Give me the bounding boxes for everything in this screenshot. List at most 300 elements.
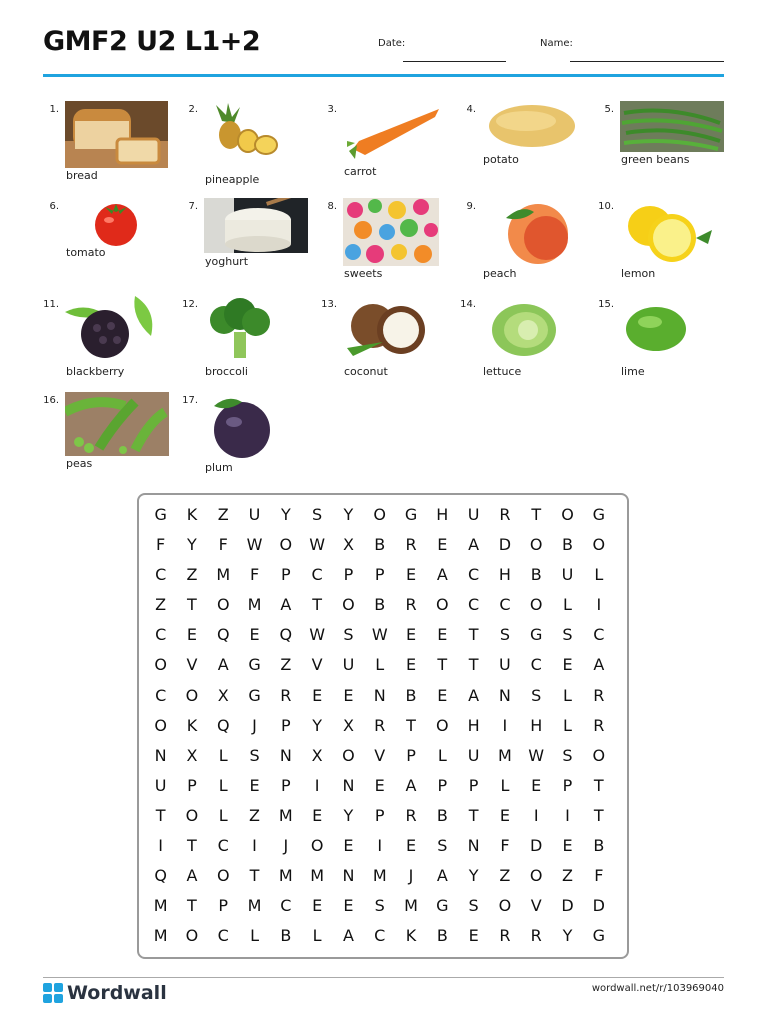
grid-letter[interactable]: P	[562, 775, 573, 795]
grid-letter[interactable]: R	[405, 805, 417, 825]
wordwall-logo-icon	[43, 983, 63, 1003]
grid-letter[interactable]: C	[155, 625, 167, 645]
item-number: 13.	[321, 299, 337, 310]
sweets-icon	[343, 198, 439, 266]
item-number: 15.	[598, 299, 614, 310]
grid-letter[interactable]: R	[405, 535, 417, 555]
grid-letter[interactable]: R	[499, 505, 511, 524]
grid-letter[interactable]: S	[531, 685, 542, 705]
grid-letter[interactable]: P	[374, 565, 385, 585]
item-label: coconut	[344, 365, 388, 378]
grid-letter[interactable]: C	[468, 565, 480, 585]
grid-letter[interactable]: R	[593, 685, 605, 705]
grid-letter[interactable]: E	[562, 836, 573, 856]
page-title: GMF2 U2 L1+2	[43, 26, 261, 57]
item-number: 4.	[466, 104, 476, 115]
grid-letter[interactable]: C	[155, 565, 167, 585]
lemon-icon	[620, 198, 720, 266]
grid-letter[interactable]: T	[187, 595, 197, 615]
carrot-icon	[343, 101, 443, 161]
grid-letter[interactable]: O	[185, 926, 199, 946]
grid-letter[interactable]: E	[405, 565, 417, 585]
grid-letter[interactable]: C	[374, 926, 386, 946]
grid-letter[interactable]: L	[594, 565, 604, 585]
grid-letter[interactable]: S	[374, 896, 385, 916]
grid-letter[interactable]: Y	[468, 866, 479, 886]
grid-letter[interactable]: C	[499, 595, 511, 615]
grid-letter[interactable]: K	[186, 715, 198, 735]
grid-letter[interactable]: V	[374, 745, 386, 765]
grid-letter[interactable]: O	[373, 505, 387, 524]
item-number: 5.	[604, 104, 614, 115]
grid-letter[interactable]: E	[562, 655, 573, 675]
grid-letter[interactable]: F	[594, 866, 604, 886]
grid-letter[interactable]: C	[593, 625, 605, 645]
item-lettuce	[462, 296, 597, 386]
grid-letter[interactable]: L	[375, 655, 385, 675]
grid-letter[interactable]: P	[281, 565, 291, 585]
grid-letter[interactable]: E	[343, 836, 354, 856]
item-number: 9.	[466, 201, 476, 212]
grid-letter[interactable]: L	[218, 745, 228, 765]
grid-letter[interactable]: M	[247, 896, 262, 916]
grid-letter[interactable]: W	[371, 625, 388, 645]
grid-letter[interactable]: F	[500, 836, 510, 856]
grid-letter[interactable]: C	[468, 595, 480, 615]
pineapple-icon	[204, 101, 284, 167]
grid-letter[interactable]: W	[528, 745, 545, 765]
grid-letter[interactable]: N	[342, 775, 355, 795]
grid-letter[interactable]: N	[467, 836, 480, 856]
grid-letter[interactable]: J	[252, 715, 257, 735]
grid-letter[interactable]: C	[530, 655, 542, 675]
grid-letter[interactable]: A	[436, 866, 448, 886]
grid-letter[interactable]: N	[498, 685, 511, 705]
grid-letter[interactable]: E	[405, 625, 417, 645]
grid-letter[interactable]: O	[216, 866, 230, 886]
grid-letter[interactable]: S	[468, 896, 479, 916]
grid-letter[interactable]: O	[154, 655, 167, 675]
item-number: 7.	[188, 201, 198, 212]
grid-letter[interactable]: A	[468, 535, 480, 555]
header-divider	[43, 74, 724, 77]
item-number: 16.	[43, 395, 59, 406]
grid-letter[interactable]: R	[405, 595, 417, 615]
grid-letter[interactable]: A	[280, 595, 292, 615]
grid-letter[interactable]: B	[530, 565, 542, 585]
grid-letter[interactable]: E	[312, 685, 323, 705]
grid-letter[interactable]: A	[342, 926, 354, 946]
grid-letter[interactable]: E	[374, 775, 385, 795]
item-label: plum	[205, 461, 233, 474]
grid-letter[interactable]: P	[187, 775, 197, 795]
grid-letter[interactable]: B	[436, 805, 448, 825]
grid-letter[interactable]: G	[248, 655, 261, 675]
grid-letter[interactable]: L	[563, 685, 572, 705]
footer-divider	[43, 977, 724, 978]
grid-letter[interactable]: B	[374, 595, 386, 615]
grid-letter[interactable]: X	[342, 715, 354, 735]
item-yoghurt	[184, 198, 319, 288]
item-label: lime	[621, 365, 645, 378]
item-peach	[462, 198, 597, 288]
grid-letter[interactable]: B	[562, 535, 573, 555]
grid-letter[interactable]: I	[377, 836, 383, 856]
grid-letter[interactable]: Y	[343, 505, 354, 524]
grid-letter[interactable]: M	[310, 866, 325, 886]
grid-letter[interactable]: H	[498, 565, 511, 585]
grid-letter[interactable]: N	[154, 745, 167, 765]
potato-icon	[482, 101, 577, 151]
grid-letter[interactable]: M	[153, 926, 168, 946]
item-label: potato	[483, 153, 519, 166]
grid-letter[interactable]: O	[592, 535, 606, 555]
grid-letter[interactable]: J	[283, 836, 289, 856]
grid-letter[interactable]: M	[372, 866, 387, 886]
grid-letter[interactable]: P	[406, 745, 416, 765]
grid-letter[interactable]: A	[186, 866, 198, 886]
grid-letter[interactable]: Y	[280, 505, 291, 524]
grid-letter[interactable]: W	[309, 625, 326, 645]
grid-letter[interactable]: L	[312, 926, 322, 946]
plum-icon	[204, 392, 276, 460]
grid-letter[interactable]: Z	[280, 655, 292, 675]
grid-letter[interactable]: T	[593, 775, 604, 795]
grid-letter[interactable]: X	[342, 535, 354, 555]
grid-letter[interactable]: U	[248, 505, 261, 524]
blackberry-icon	[65, 296, 160, 364]
peas-icon	[65, 392, 169, 456]
grid-letter[interactable]: O	[561, 505, 574, 524]
grid-letter[interactable]: W	[246, 535, 263, 555]
peach-icon	[482, 198, 582, 266]
grid-letter[interactable]: C	[311, 565, 323, 585]
grid-letter[interactable]: O	[185, 685, 199, 705]
item-broccoli	[184, 296, 319, 386]
grid-letter[interactable]: T	[155, 805, 166, 825]
grid-letter[interactable]: A	[217, 655, 229, 675]
grid-letter[interactable]: Z	[217, 505, 229, 524]
item-label: sweets	[344, 267, 383, 280]
grid-letter[interactable]: P	[343, 565, 354, 585]
grid-letter[interactable]: T	[593, 805, 604, 825]
grid-letter[interactable]: I	[158, 836, 163, 856]
grid-letter[interactable]: I	[596, 595, 602, 615]
item-label: pineapple	[205, 173, 260, 186]
grid-letter[interactable]: O	[436, 595, 449, 615]
grid-letter[interactable]: Q	[216, 625, 230, 645]
grid-letter[interactable]: C	[155, 685, 167, 705]
grid-letter[interactable]: L	[250, 926, 259, 946]
grid-letter[interactable]: Y	[187, 535, 197, 555]
grid-letter[interactable]: E	[531, 775, 542, 795]
tomato-icon	[65, 198, 165, 246]
item-label: peach	[483, 267, 517, 280]
item-number: 1.	[49, 104, 59, 115]
grid-letter[interactable]: F	[249, 565, 260, 585]
grid-letter[interactable]: V	[186, 655, 198, 675]
grid-letter[interactable]: M	[153, 896, 168, 916]
grid-letter[interactable]: R	[280, 685, 292, 705]
item-label: blackberry	[66, 365, 125, 378]
grid-letter[interactable]: X	[311, 745, 323, 765]
grid-letter[interactable]: U	[499, 655, 511, 675]
item-potato	[462, 101, 597, 191]
item-sweets	[323, 198, 458, 288]
grid-letter[interactable]: S	[249, 745, 260, 765]
grid-letter[interactable]: X	[217, 685, 229, 705]
grid-letter[interactable]: N	[373, 685, 386, 705]
grid-letter[interactable]: F	[218, 535, 228, 555]
grid-letter[interactable]: L	[437, 745, 447, 765]
item-number: 3.	[327, 104, 337, 115]
item-number: 6.	[49, 201, 59, 212]
item-carrot	[323, 101, 458, 191]
grid-letter[interactable]: E	[249, 775, 260, 795]
grid-letter[interactable]: H	[467, 715, 480, 735]
grid-letter[interactable]: C	[217, 836, 229, 856]
grid-letter[interactable]: L	[563, 715, 572, 735]
broccoli-icon	[204, 296, 276, 360]
grid-letter[interactable]: O	[216, 595, 230, 615]
grid-letter[interactable]: I	[314, 775, 320, 795]
coconut-icon	[343, 296, 433, 362]
grid-letter[interactable]: U	[467, 505, 480, 524]
grid-letter[interactable]: N	[279, 745, 292, 765]
grid-letter[interactable]: D	[561, 896, 574, 916]
grid-letter[interactable]: Y	[343, 805, 354, 825]
grid-letter[interactable]: Z	[499, 866, 511, 886]
grid-letter[interactable]: Y	[562, 926, 573, 946]
grid-letter[interactable]: G	[530, 625, 543, 645]
grid-letter[interactable]: K	[186, 505, 198, 524]
item-number: 10.	[598, 201, 614, 212]
grid-letter[interactable]: O	[529, 595, 543, 615]
grid-letter[interactable]: Y	[312, 715, 323, 735]
item-peas	[45, 392, 180, 482]
grid-letter[interactable]: R	[499, 926, 511, 946]
grid-letter[interactable]: M	[247, 595, 262, 615]
grid-letter[interactable]: E	[249, 625, 260, 645]
grid-letter[interactable]: O	[342, 595, 355, 615]
grid-letter[interactable]: P	[468, 775, 479, 795]
item-number: 2.	[188, 104, 198, 115]
item-lemon	[600, 198, 735, 288]
grid-letter[interactable]: U	[561, 565, 574, 585]
name-line	[570, 61, 724, 62]
item-pineapple	[184, 101, 319, 191]
grid-letter[interactable]: P	[281, 715, 291, 735]
item-number: 8.	[327, 201, 337, 212]
name-label: Name:	[540, 38, 573, 49]
grid-letter[interactable]: Z	[186, 565, 198, 585]
grid-letter[interactable]: T	[468, 655, 479, 675]
grid-letter[interactable]: A	[436, 565, 448, 585]
grid-letter[interactable]: E	[405, 655, 417, 675]
grid-letter[interactable]: G	[592, 926, 605, 946]
footer-url: wordwall.net/r/103969040	[591, 983, 724, 994]
grid-letter[interactable]: G	[154, 505, 167, 524]
item-number: 11.	[43, 299, 59, 310]
grid-letter[interactable]: Z	[249, 805, 261, 825]
grid-letter[interactable]: G	[404, 505, 418, 524]
grid-letter[interactable]: T	[187, 836, 197, 856]
grid-letter[interactable]: E	[468, 926, 479, 946]
grid-letter[interactable]: B	[374, 535, 386, 555]
item-blackberry	[45, 296, 180, 386]
grid-letter[interactable]: T	[406, 715, 416, 735]
item-label: yoghurt	[205, 255, 249, 268]
grid-letter[interactable]: I	[565, 805, 570, 825]
item-number: 17.	[182, 395, 198, 406]
item-label: lettuce	[483, 365, 522, 378]
grid-letter[interactable]: E	[343, 685, 354, 705]
date-line	[403, 61, 506, 62]
grid-letter[interactable]: O	[498, 896, 512, 916]
grid-letter[interactable]: P	[218, 896, 229, 916]
grid-letter[interactable]: M	[278, 805, 293, 825]
grid-letter[interactable]: E	[343, 896, 354, 916]
grid-letter[interactable]: E	[499, 805, 510, 825]
grid-letter[interactable]: A	[593, 655, 605, 675]
grid-letter[interactable]: A	[468, 685, 480, 705]
grid-letter[interactable]: O	[154, 715, 167, 735]
grid-letter[interactable]: S	[562, 745, 573, 765]
grid-letter[interactable]: P	[437, 775, 448, 795]
grid-letter[interactable]: O	[529, 866, 543, 886]
item-label: carrot	[344, 165, 377, 178]
grid-letter[interactable]: H	[530, 715, 543, 735]
grid-letter[interactable]: R	[374, 715, 386, 735]
grid-letter[interactable]: D	[592, 896, 605, 916]
grid-letter[interactable]: C	[217, 926, 229, 946]
grid-letter[interactable]: M	[404, 896, 418, 916]
date-label: Date:	[378, 38, 406, 49]
grid-letter[interactable]: P	[374, 805, 385, 825]
grid-letter[interactable]: T	[249, 866, 260, 886]
grid-letter[interactable]: U	[154, 775, 167, 795]
grid-letter[interactable]: L	[218, 775, 228, 795]
grid-letter[interactable]: Q	[279, 625, 293, 645]
item-label: tomato	[66, 246, 106, 259]
grid-letter[interactable]: S	[437, 836, 448, 856]
grid-letter[interactable]: T	[468, 805, 479, 825]
grid-letter[interactable]: G	[436, 896, 449, 916]
grid-letter[interactable]: O	[279, 535, 293, 555]
grid-letter[interactable]: B	[405, 685, 417, 705]
grid-letter[interactable]: T	[437, 655, 448, 675]
grid-letter[interactable]: F	[156, 535, 166, 555]
grid-letter[interactable]: L	[218, 805, 228, 825]
grid-letter[interactable]: E	[312, 805, 323, 825]
grid-letter[interactable]: C	[280, 896, 292, 916]
item-bread	[45, 101, 180, 191]
grid-letter[interactable]: R	[530, 926, 542, 946]
grid-letter[interactable]: Q	[154, 866, 167, 886]
item-label: peas	[66, 457, 93, 470]
grid-letter[interactable]: O	[592, 745, 606, 765]
grid-letter[interactable]: D	[530, 836, 543, 856]
grid-letter[interactable]: R	[593, 715, 605, 735]
grid-letter[interactable]: O	[310, 836, 324, 856]
grid-letter[interactable]: G	[592, 505, 605, 524]
grid-letter[interactable]: E	[186, 625, 197, 645]
grid-letter[interactable]: V	[530, 896, 542, 916]
grid-letter[interactable]: I	[252, 836, 257, 856]
item-coconut	[323, 296, 458, 386]
item-lime	[600, 296, 735, 386]
grid-letter[interactable]: U	[342, 655, 355, 675]
grid-letter[interactable]: S	[562, 625, 573, 645]
grid-letter[interactable]: I	[533, 805, 539, 825]
grid-letter[interactable]: E	[437, 685, 448, 705]
grid-letter[interactable]: O	[185, 805, 199, 825]
item-green-beans	[600, 101, 735, 191]
grid-letter[interactable]: Q	[216, 715, 230, 735]
wordsearch-grid	[145, 500, 614, 951]
grid-letter[interactable]: T	[312, 595, 323, 615]
grid-letter[interactable]: M	[216, 565, 231, 585]
grid-letter[interactable]: N	[342, 866, 355, 886]
grid-letter[interactable]: U	[467, 745, 480, 765]
grid-letter[interactable]: P	[281, 775, 291, 795]
grid-letter[interactable]: E	[437, 625, 448, 645]
item-number: 12.	[182, 299, 198, 310]
item-label: bread	[66, 169, 98, 182]
grid-letter[interactable]: E	[312, 896, 323, 916]
grid-letter[interactable]: O	[436, 715, 449, 735]
grid-letter[interactable]: J	[408, 866, 414, 886]
grid-letter[interactable]: Z	[562, 866, 573, 886]
lettuce-icon	[482, 296, 562, 358]
item-tomato	[45, 198, 180, 288]
grid-letter[interactable]: M	[278, 866, 293, 886]
grid-letter[interactable]: O	[529, 535, 543, 555]
grid-letter[interactable]: T	[187, 896, 197, 916]
grid-letter[interactable]: Z	[155, 595, 167, 615]
grid-letter[interactable]: B	[593, 836, 605, 856]
grid-letter[interactable]: M	[498, 745, 512, 765]
grid-letter[interactable]: G	[248, 685, 261, 705]
grid-letter[interactable]: S	[343, 625, 354, 645]
grid-letter[interactable]: E	[437, 535, 448, 555]
green-beans-icon	[620, 101, 724, 152]
grid-letter[interactable]: D	[498, 535, 512, 555]
item-label: broccoli	[205, 365, 248, 378]
grid-letter[interactable]: V	[311, 655, 323, 675]
grid-letter[interactable]: B	[436, 926, 448, 946]
grid-letter[interactable]: T	[531, 505, 542, 524]
item-plum	[184, 392, 319, 482]
grid-letter[interactable]: O	[342, 745, 355, 765]
grid-letter[interactable]: K	[405, 926, 417, 946]
grid-letter[interactable]: T	[468, 625, 479, 645]
grid-letter[interactable]: B	[280, 926, 292, 946]
grid-letter[interactable]: L	[500, 775, 510, 795]
grid-letter[interactable]: E	[405, 836, 417, 856]
grid-letter[interactable]: S	[312, 505, 323, 524]
grid-letter[interactable]: W	[309, 535, 326, 555]
item-number: 14.	[460, 299, 476, 310]
grid-letter[interactable]: A	[405, 775, 417, 795]
grid-letter[interactable]: S	[499, 625, 510, 645]
wordwall-logo	[43, 982, 167, 1004]
grid-letter[interactable]: X	[186, 745, 198, 765]
grid-letter[interactable]: H	[436, 505, 449, 524]
grid-letter[interactable]: L	[563, 595, 572, 615]
lime-icon	[620, 296, 690, 358]
grid-letter[interactable]: I	[502, 715, 508, 735]
